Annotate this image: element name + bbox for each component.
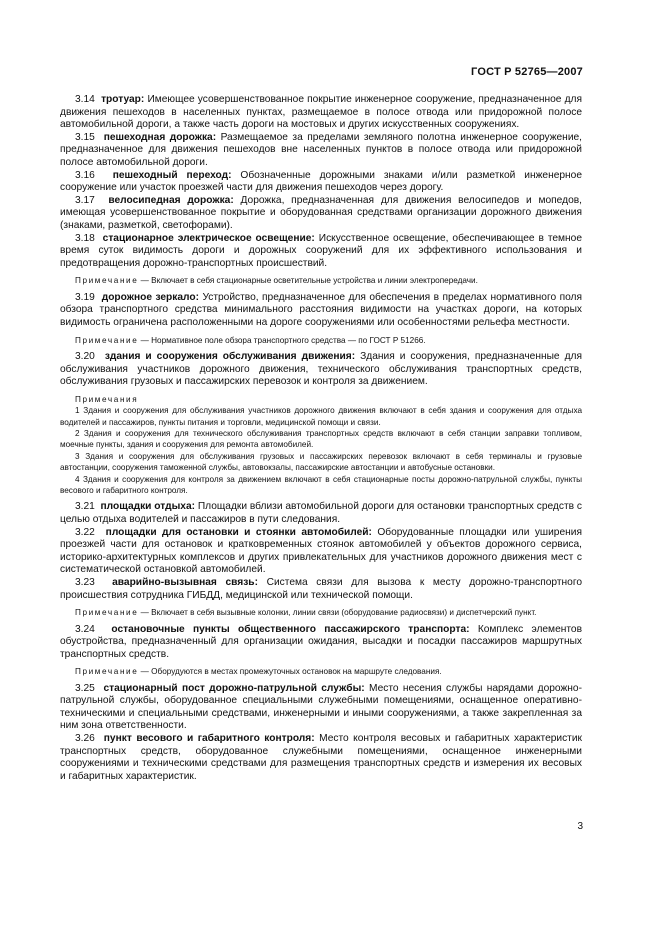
- definition-3-25: 3.25 стационарный пост дорожно-патрульной службы: Место несения службы нарядами дорожно-патрульной службы, оборудованное специальными служебными помещениями, оснащенное оперативно-техническими и специальными средствами, инженерными и иными сооружениями, а также закрепленная за ним зона ответственности.: [60, 682, 582, 732]
- page-number: 3: [577, 821, 583, 832]
- note-3-23: Примечание — Включает в себя вызывные колонки, линии связи (оборудование радиосвязи) и диспетчерский пункт.: [75, 608, 537, 618]
- definition-3-20: 3.20 здания и сооружения обслуживания движения: Здания и сооружения, предназначенные для обслуживания участников дорожного движения, технического обслуживания транспортных средств, обслуживания грузовых и пассажирских перевозок и контроля за движением.: [60, 350, 582, 388]
- note-3-20-1: 1 Здания и сооружения для обслуживания участников дорожного движения включают в себя здания и сооружения для отдыха водителей и пассажиров, пункты питания и торговли, медицинской помощи и связи.: [60, 406, 582, 427]
- note-3-24: Примечание — Оборудуются в местах промежуточных остановок на маршруте следования.: [75, 667, 442, 677]
- definition-3-24: 3.24 остановочные пункты общественного пассажирского транспорта: Комплекс элементов обустройства, предназначенный для организации ожидания, высадки и посадки пассажиров маршрутных транспортных средств.: [60, 623, 582, 660]
- note-3-20-3: 3 Здания и сооружения для обслуживания грузовых и пассажирских перевозок включают в себя терминалы и грузовые автостанции, сооружения таможенной службы, автовокзалы, пассажирские автостанции и автобусные остановки.: [60, 451, 582, 473]
- note-3-18: Примечание — Включает в себя стационарные осветительные устройства и линии электропередачи.: [75, 276, 478, 286]
- definition-3-19: 3.19 дорожное зеркало: Устройство, предназначенное для обеспечения в пределах нормативного поля обзора транспортного средства минимального расстояния видимости на участках дороги, на которых видимость ограничена расположенными на дороге сооружениями или особенностями рельефа местности.: [60, 291, 582, 328]
- notes-3-20-label: Примечания: [75, 394, 139, 404]
- definition-3-14: 3.14 тротуар: Имеющее усовершенствованное покрытие инженерное сооружение, предназначенное для движения пешеходов в населенных пунктах, размещаемое в полосе отвода или придорожной полосе автомобильной дороги, а также часть дороги на мостовых и других искусственных сооружениях.: [60, 94, 582, 131]
- definition-3-16: 3.16 пешеходный переход: Обозначенные дорожными знаками и/или разметкой инженерное сооружение или участок проезжей части для движения пешеходов через дорогу.: [60, 169, 582, 194]
- definition-3-26: 3.26 пункт весового и габаритного контроля: Место контроля весовых и габаритных характеристик транспортных средств, оборудованное служебными помещениями, оснащенное инженерными сооружениями и техническими средствами для размещения транспортных средств и измерения их весовых и габаритных характеристик.: [60, 733, 582, 782]
- definition-3-21: 3.21 площадки отдыха: Площадки вблизи автомобильной дороги для остановки транспортных средств с целью отдыха водителей и пассажиров в пути следования.: [60, 501, 582, 525]
- definition-3-22: 3.22 площадки для остановки и стоянки автомобилей: Оборудованные площадки или уширения проезжей части для остановок и кратковременных стоянок автомобилей у объектов дорожного сервиса, историко-архитектурных комплексов и других привлекательных для участников дорожного движения мест с систематической остановкой автомобилей.: [60, 526, 582, 576]
- standard-header: ГОСТ Р 52765—2007: [471, 66, 583, 78]
- note-3-20-4: 4 Здания и сооружения для контроля за движением включают в себя стационарные посты дорожно-патрульной службы, пункты весового и габаритного контроля.: [60, 474, 582, 495]
- definition-3-18: 3.18 стационарное электрическое освещение: Искусственное освещение, обеспечивающее в темное время суток видимость дороги и дорожных сооружений для их эффективного использования и предотвращения дорожно-транспортных происшествий.: [60, 232, 582, 269]
- definition-3-23: 3.23 аварийно-вызывная связь: Система связи для вызова к месту дорожно-транспортного происшествия сотрудника ГИБДД, медицинской или технической помощи.: [60, 576, 582, 601]
- definition-3-17: 3.17 велосипедная дорожка: Дорожка, предназначенная для движения велосипедов и мопедов, имеющая усовершенствованное покрытие и оборудованная средствами организации дорожного движения (знаками, разметкой, светофорами).: [60, 194, 582, 231]
- definition-3-15: 3.15 пешеходная дорожка: Размещаемое за пределами земляного полотна инженерное сооружение, предназначенное для движения пешеходов вне населенных пунктов в полосе отвода или придорожной полосе автомобильной дороги.: [60, 131, 583, 168]
- note-3-20-2: 2 Здания и сооружения для технического обслуживания транспортных средств включают в себя станции заправки топливом, моечные пункты, здания и сооружения для ремонта автомобилей.: [60, 428, 582, 450]
- content-body: [60, 94, 582, 783]
- note-3-19: Примечание — Нормативное поле обзора транспортного средства — по ГОСТ Р 51266.: [75, 335, 426, 345]
